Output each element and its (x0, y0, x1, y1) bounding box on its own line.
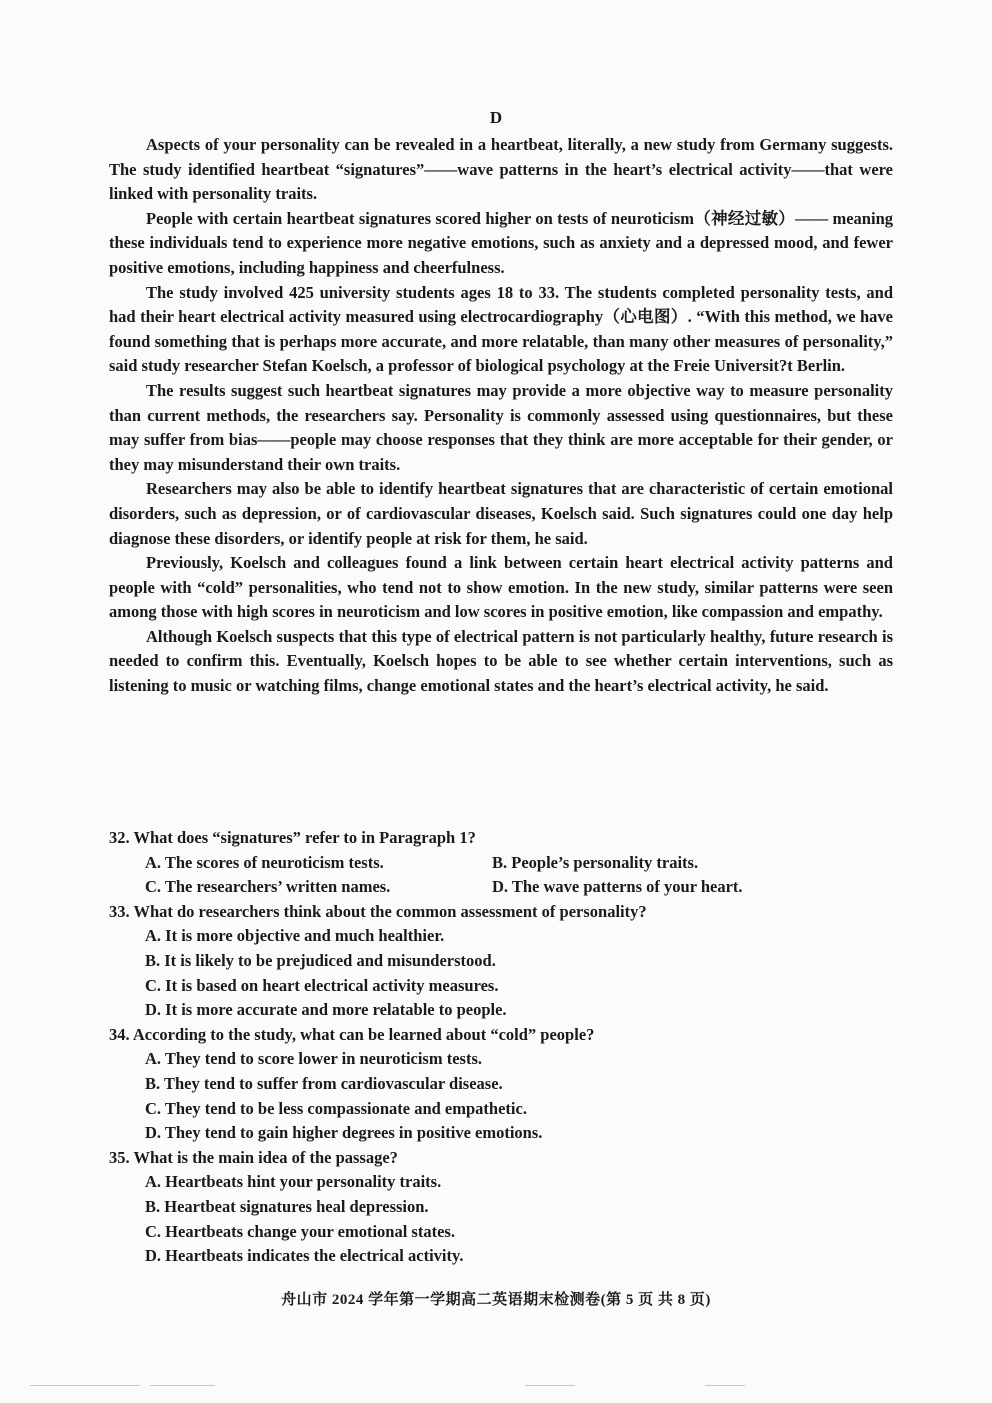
option-a: A. The scores of neuroticism tests. (145, 852, 384, 872)
scan-artifact-line (150, 1385, 215, 1386)
option-row (109, 851, 893, 876)
scan-artifact-line (525, 1385, 575, 1386)
question-33 (109, 900, 893, 1023)
option-d: D. The wave patterns of your heart. (492, 877, 743, 897)
paragraph: Although Koelsch suspects that this type of electrical pattern is not particularly healthy, future research is needed to confirm this. Eventually, Koelsch hopes to be able to see whether certain interventions, such as listening to music or watching films, change emotional states and the heart’s electrical activity, he said. (109, 626, 893, 696)
option-b: B. It is likely to be prejudiced and misunderstood. (145, 950, 496, 970)
section-heading: D (489, 108, 503, 127)
paragraph: People with certain heartbeat signatures scored higher on tests of neuroticism（神经过敏）—— meaning these individuals tend to experience more negative emotions, such as anxiety and a depressed mood, and fewer positive emotions, including happiness and cheerfulness. (109, 208, 893, 277)
question-35 (109, 1146, 893, 1269)
scan-artifact-line (705, 1385, 745, 1386)
reading-passage (109, 133, 893, 699)
page-footer: 舟山市 2024 学年第一学期高二英语期末检测卷(第 5 页 共 8 页) (281, 1292, 711, 1308)
question-list (109, 826, 893, 1269)
question-stem: 33. What do researchers think about the common assessment of personality? (109, 901, 647, 921)
question-stem: 35. What is the main idea of the passage? (109, 1147, 398, 1167)
option-b: B. Heartbeat signatures heal depression. (145, 1196, 429, 1216)
question-stem: 34. According to the study, what can be learned about “cold” people? (109, 1024, 595, 1044)
option-d: D. Heartbeats indicates the electrical activity. (145, 1246, 464, 1266)
option-d: D. It is more accurate and more relatable to people. (145, 1000, 507, 1020)
question-stem: 32. What does “signatures” refer to in Paragraph 1? (109, 828, 476, 847)
paragraph: Researchers may also be able to identify heartbeat signatures that are characteristic of certain emotional disorders, such as depression, or of cardiovascular diseases, Koelsch said. Such signatures could one day help diagnose these disorders, or identify people at risk for them, he said. (109, 479, 893, 548)
paragraph: Previously, Koelsch and colleagues found a link between certain heart electrical activity patterns and people with “cold” personalities, who tend not to show emotion. In the new study, similar patterns were seen among those with high scores in neuroticism and low scores in positive emotion, like compassion and empathy. (109, 553, 893, 622)
paragraph: Aspects of your personality can be revealed in a heartbeat, literally, a new study from Germany suggests. The study identified heartbeat “signatures”——wave patterns in the heart’s electrical activity——that were linked with personality traits. (109, 135, 893, 204)
option-a: A. They tend to score lower in neuroticism tests. (145, 1049, 483, 1069)
option-c: C. They tend to be less compassionate and empathetic. (145, 1098, 527, 1118)
option-row (109, 875, 893, 900)
paragraph: The results suggest such heartbeat signatures may provide a more objective way to measure personality than current methods, the researchers say. Personality is commonly assessed using questionnaires, but these may suffer from bias——people may choose responses that they think are more acceptable for their gender, or they may misunderstand their own traits. (109, 380, 893, 474)
option-b: B. They tend to suffer from cardiovascular disease. (145, 1073, 503, 1093)
scan-artifact-line (30, 1385, 140, 1386)
option-a: A. Heartbeats hint your personality traits. (145, 1172, 442, 1192)
question-34 (109, 1023, 893, 1146)
option-d: D. They tend to gain higher degrees in positive emotions. (145, 1123, 543, 1143)
option-c: C. It is based on heart electrical activity measures. (145, 975, 499, 995)
option-c: C. Heartbeats change your emotional states. (145, 1221, 455, 1241)
option-c: C. The researchers’ written names. (145, 877, 391, 897)
paragraph: The study involved 425 university students ages 18 to 33. The students completed personality tests, and had their heart electrical activity measured using electrocardiography（心电图）. “With this method, we have found something that is perhaps more accurate, and more relatable, than many other measures of personality,” said study researcher Stefan Koelsch, a professor of biological psychology at the Freie Universit?t Berlin. (109, 282, 893, 376)
question-32 (109, 826, 893, 900)
option-a: A. It is more objective and much healthier. (145, 926, 445, 946)
option-b: B. People’s personality traits. (492, 852, 699, 872)
